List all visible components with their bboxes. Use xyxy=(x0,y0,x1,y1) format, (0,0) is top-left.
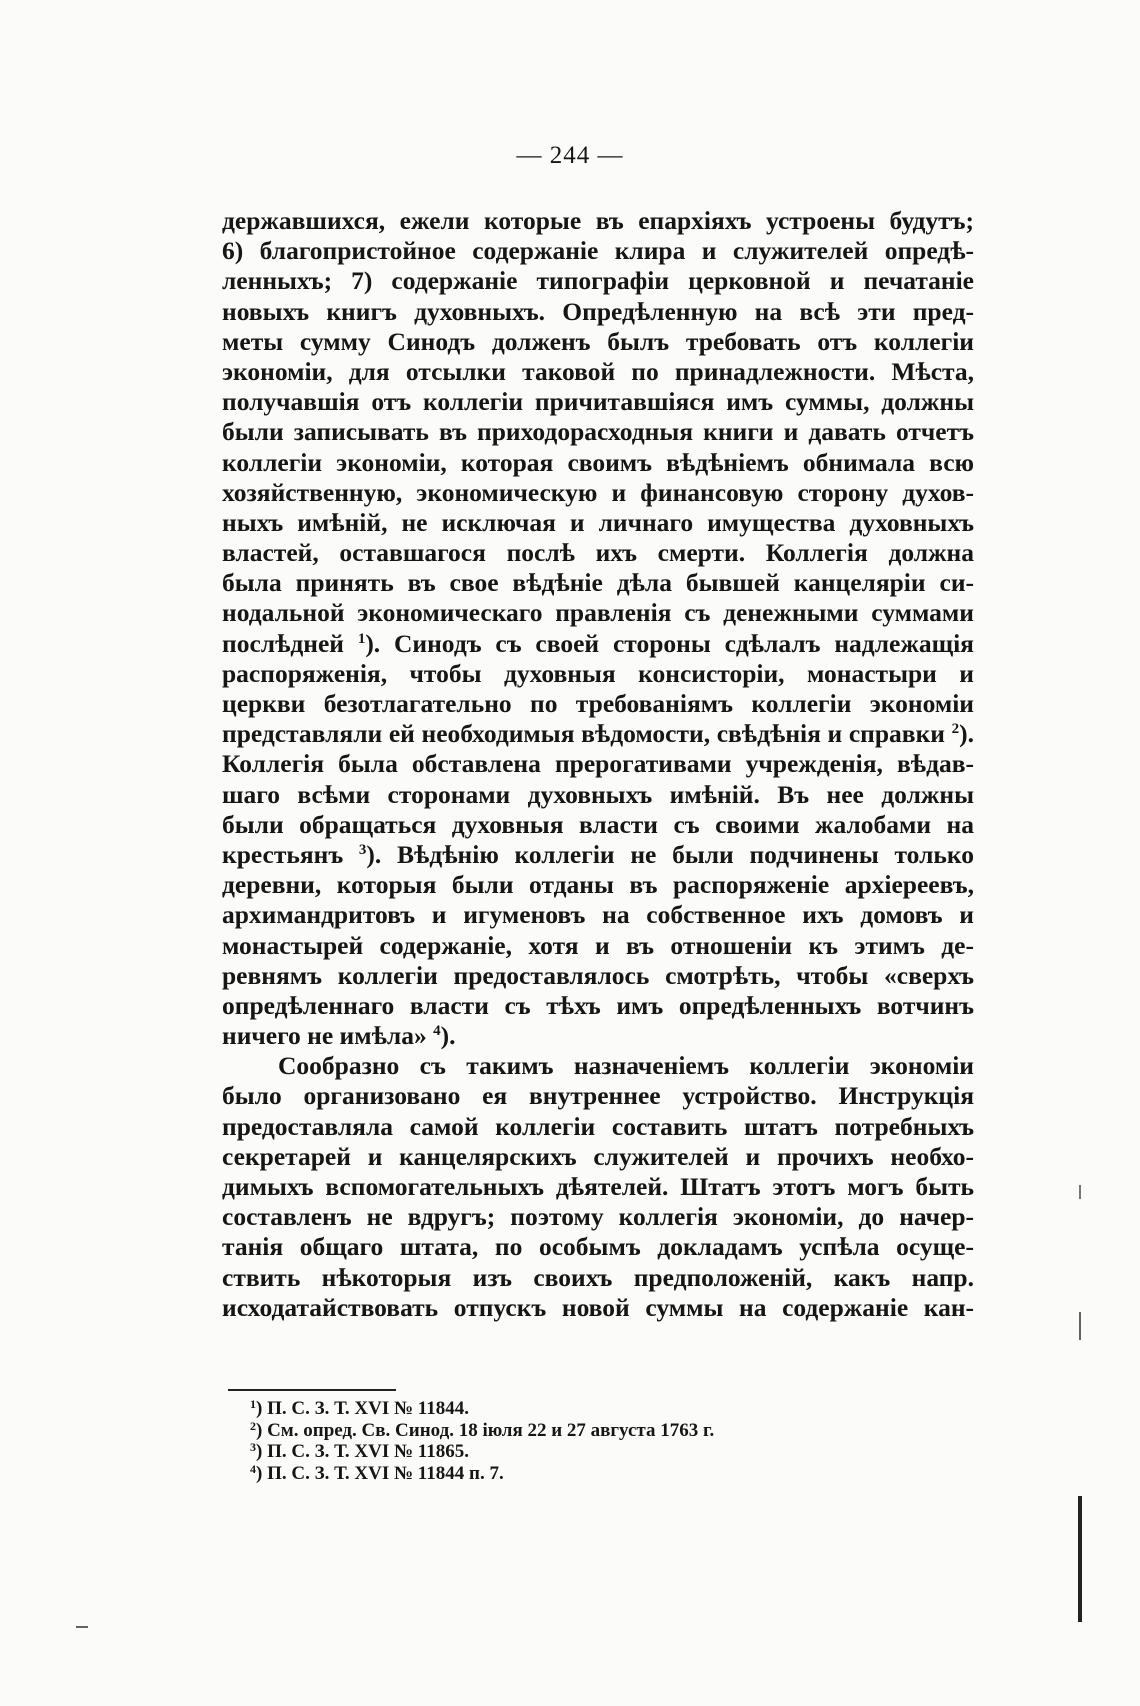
text-line: составленъ не вдругъ; поэтому коллегія экономіи, до начер- xyxy=(222,1202,974,1232)
text-line: шаго всѣми сторонами духовныхъ имѣній. Въ нее должны xyxy=(222,779,974,809)
scan-mark xyxy=(1079,1312,1081,1340)
text-line: получавшія отъ коллегіи причитавшіяся имъ суммы, должны xyxy=(222,387,974,417)
text-line: нодальной экономическаго правленія съ денежными суммами xyxy=(222,598,974,628)
page-number: — 244 — xyxy=(516,142,624,169)
scan-mark xyxy=(1079,1185,1081,1199)
paragraph-start: Сообразно съ такимъ назначеніемъ коллегіи экономіи xyxy=(278,1051,974,1081)
text-line: опредѣленнаго власти съ тѣхъ имъ опредѣленныхъ вотчинъ xyxy=(222,990,974,1020)
text-line-with-footnote xyxy=(222,840,974,870)
text-fragment: ). Синодъ съ своей стороны сдѣлалъ надлежащія xyxy=(365,628,974,658)
footnote-mark: 1 xyxy=(250,1397,256,1411)
text-line: димыхъ вспомогательныхъ дѣятелей. Штатъ этотъ могъ быть xyxy=(222,1172,974,1201)
scan-mark xyxy=(76,1626,88,1628)
text-line: 6) благопристойное содержаніе клира и служителей опредѣ- xyxy=(222,236,974,266)
text-line-with-footnote xyxy=(222,629,974,659)
text-line: исходатайствовать отпускъ новой суммы на содержаніе кан- xyxy=(222,1292,974,1322)
footnote-mark: 2 xyxy=(250,1418,256,1433)
footnotes xyxy=(250,1398,950,1484)
footnote-text: ) См. опред. Св. Синод. 18 іюля 22 и 27 августа 1763 г. xyxy=(256,1419,715,1441)
text-line: новыхъ книгъ духовныхъ. Опредѣленную на всѣ эти пред- xyxy=(222,296,974,326)
footnote xyxy=(250,1463,950,1485)
footnote-text: ) П. С. З. Т. XVI № 11844. xyxy=(256,1398,470,1419)
text-line: хозяйственную, экономическую и финансовую сторону духов- xyxy=(222,477,974,507)
text-line: державшихся, ежели которые въ епархіяхъ устроены будутъ; xyxy=(222,206,974,235)
text-line: предоставляла самой коллегіи составить штатъ потребныхъ xyxy=(222,1111,974,1141)
footnote-ref: 3 xyxy=(358,841,367,858)
text-line: были записывать въ приходорасходныя книги и давать отчетъ xyxy=(222,417,974,447)
text-line: были обращаться духовныя власти съ своими жалобами на xyxy=(222,809,974,839)
text-fragment: ). xyxy=(440,1021,456,1051)
footnote-mark: 3 xyxy=(250,1440,256,1454)
text-fragment: ). Вѣдѣнію коллегіи не были подчинены только xyxy=(366,839,974,869)
footnote-divider xyxy=(228,1389,396,1391)
footnote xyxy=(250,1441,950,1463)
footnote-text: ) П. С. З. Т. XVI № 11865. xyxy=(256,1441,470,1462)
text-fragment: крестьянъ xyxy=(222,839,359,869)
text-line: церкви безотлагательно по требованіямъ коллегіи экономіи xyxy=(222,689,974,718)
footnote-mark: 4 xyxy=(250,1461,256,1476)
footnote xyxy=(250,1398,950,1420)
footnote-ref: 1 xyxy=(357,630,366,647)
text-line: монастырей содержаніе, хотя и въ отношеніи къ этимъ де- xyxy=(222,930,974,960)
footnote-ref: 4 xyxy=(433,1023,441,1040)
text-line: ствить нѣкоторыя изъ своихъ предположеній, какъ напр. xyxy=(222,1262,974,1292)
footnote-text: ) П. С. З. Т. XVI № 11844 п. 7. xyxy=(256,1462,504,1484)
text-line-with-footnote xyxy=(222,1021,974,1051)
text-line: коллегіи экономіи, которая своимъ вѣдѣніемъ обнимала всю xyxy=(222,447,974,477)
text-line: меты сумму Синодъ долженъ былъ требовать отъ коллегіи xyxy=(222,326,974,356)
text-line: ныхъ имѣній, не исключая и личнаго имущества духовныхъ xyxy=(222,507,974,537)
text-line-with-footnote xyxy=(222,719,974,749)
body-text xyxy=(222,206,974,1323)
text-line: ленныхъ; 7) содержаніе типографіи церковной и печатаніе xyxy=(222,266,974,296)
text-line: секретарей и канцелярскихъ служителей и прочихъ необхо- xyxy=(222,1141,974,1171)
text-line: экономіи, для отсылки таковой по принадлежности. Мѣста, xyxy=(222,356,974,386)
text-line: было организовано ея внутреннее устройство. Инструкція xyxy=(222,1081,974,1111)
footnote xyxy=(250,1420,950,1442)
text-line: властей, оставшагося послѣ ихъ смерти. Коллегія должна xyxy=(222,538,974,568)
text-fragment: ничего не имѣла» xyxy=(222,1021,434,1051)
scan-mark xyxy=(1078,1496,1082,1622)
text-fragment: послѣдней xyxy=(222,628,358,658)
text-line: Коллегія была обставлена прерогативами учрежденія, вѣдав- xyxy=(222,749,974,779)
text-fragment: представляли ей необходимыя вѣдомости, свѣдѣнія и справки xyxy=(222,719,952,749)
text-line: распоряженія, чтобы духовныя консисторіи, монастыри и xyxy=(222,658,974,688)
text-line: ревнямъ коллегіи предоставлялось смотрѣть, чтобы «сверхъ xyxy=(222,960,974,990)
footnote-ref: 2 xyxy=(951,721,960,738)
text-line: была принять въ свое вѣдѣніе дѣла бывшей канцеляріи си- xyxy=(222,568,974,598)
text-line: архимандритовъ и игуменовъ на собственное ихъ домовъ и xyxy=(222,900,974,930)
text-line: деревни, которыя были отданы въ распоряженіе архіереевъ, xyxy=(222,870,974,900)
text-line: танія общаго штата, по особымъ докладамъ успѣла осуще- xyxy=(222,1232,974,1262)
text-fragment: ). xyxy=(959,719,974,749)
